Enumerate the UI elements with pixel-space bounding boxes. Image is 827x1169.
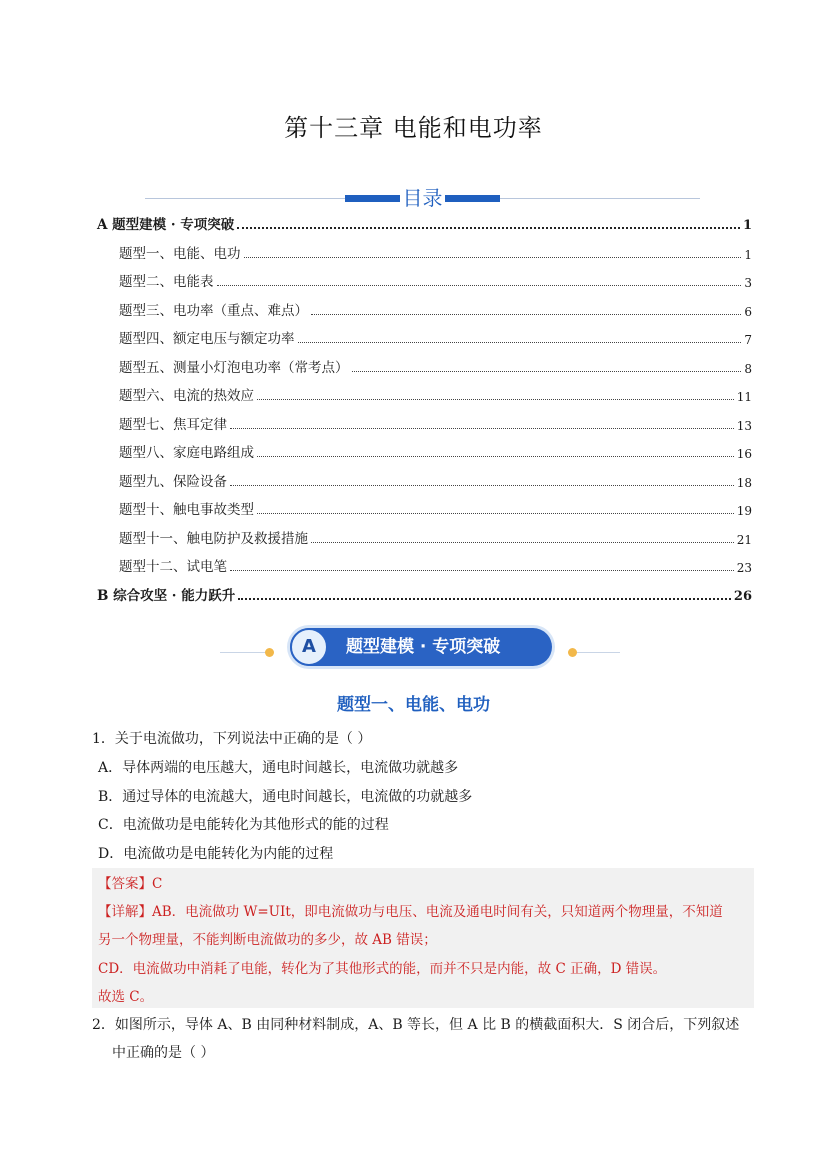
toc-entry-label: 题型十、触电事故类型 [119,502,254,518]
toc-entry-label: A 题型建模 · 专项突破 [97,217,235,233]
toc-entry[interactable] [119,498,752,518]
toc-entry-page: 19 [736,504,752,518]
toc-label: 目录 [402,186,443,210]
answer-box [92,868,754,1008]
explanation-line-2: 另一个物理量，不能判断电流做功的多少，故 AB 错误； [98,932,437,948]
toc-entry-label: 题型四、额定电压与额定功率 [119,331,295,347]
toc-entry-page: 1 [744,247,752,262]
document-title: 第十三章 电能和电功率 [284,114,543,142]
toc-entry-label: 题型五、测量小灯泡电功率（常考点） [119,359,349,376]
toc-entry[interactable] [119,555,752,575]
question-1-option-b: B．通过导体的电流越大，通电时间越长，电流做的功就越多 [98,789,473,805]
toc-entry[interactable] [97,213,752,233]
question-1-option-c: C．电流做功是电能转化为其他形式的能的过程 [98,817,389,833]
toc-entry-page: 26 [733,588,752,604]
toc-entry-label: 题型九、保险设备 [119,473,227,490]
banner-text: 题型建模 · 专项突破 [346,637,501,657]
banner-pill [290,628,552,666]
toc-entry-page: 7 [744,333,752,347]
toc-entry[interactable] [119,299,752,319]
explanation-line-4: 故选 C。 [98,989,154,1005]
question-2-line-2: 中正确的是（ ） [112,1045,215,1061]
toc-entry-label: 题型一、电能、电功 [119,245,241,262]
question-1-option-a: A．导体两端的电压越大，通电时间越长，电流做功就越多 [98,760,459,776]
toc-entry-page: 8 [744,361,752,376]
toc-entry-label: 题型二、电能表 [119,274,214,290]
toc-entry-label: 题型十二、试电笔 [119,559,227,575]
toc-entry[interactable] [119,413,752,433]
toc-entry-page: 21 [736,532,752,547]
toc-leader-dots [257,512,734,514]
toc-entry[interactable] [119,327,752,347]
toc-entry-page: 6 [744,304,752,319]
banner-dot-left [265,648,274,657]
toc-leader-dots [237,226,740,229]
toc-header [145,182,700,212]
toc-entry-page: 23 [736,561,752,575]
toc-leader-dots [311,541,734,543]
toc-entry[interactable] [97,584,752,604]
toc-entry-label: 题型三、电功率（重点、难点） [119,302,308,319]
banner-letter: A [290,628,328,666]
toc-entry-page: 16 [736,447,752,461]
explanation-line-1: 【详解】AB．电流做功 W=UIt，即电流做功与电压、电流及通电时间有关，只知道两个物理量，不知道 [98,904,723,920]
toc-leader-dots [311,313,741,315]
section-banner [220,626,620,670]
toc-entry[interactable] [119,356,752,376]
toc-entry[interactable] [119,470,752,490]
toc-entry-page: 1 [742,218,752,233]
toc-leader-dots [217,284,742,286]
banner-line-left [220,652,265,653]
question-1-stem: 1．关于电流做功，下列说法中正确的是（ ） [92,731,372,747]
toc-entry-page: 18 [736,475,752,490]
toc-entry[interactable] [119,384,752,404]
question-2-line-1: 2．如图所示，导体 A、B 由同种材料制成，A、B 等长，但 A 比 B 的横截面积大．S 闭合后，下列叙述 [92,1017,740,1033]
explanation-line-3: CD．电流做功中消耗了电能，转化为了其他形式的能，而并不只是内能，故 C 正确，D 错误。 [98,961,667,977]
toc-entry-label: B 综合攻坚 · 能力跃升 [97,587,236,604]
answer-label: 【答案】C [98,876,163,892]
toc-entry[interactable] [119,242,752,262]
toc-leader-dots [352,370,742,372]
toc-entry[interactable] [119,270,752,290]
toc-entry-page: 3 [744,276,752,290]
toc-entry-page: 11 [736,390,752,404]
toc-entry[interactable] [119,441,752,461]
toc-entry[interactable] [119,527,752,547]
banner-dot-right [568,648,577,657]
toc-leader-dots [257,398,734,400]
toc-leader-dots [244,256,742,258]
toc-leader-dots [230,427,734,429]
toc-leader-dots [238,597,731,600]
toc-entry-page: 13 [736,418,752,433]
question-1-option-d: D．电流做功是电能转化为内能的过程 [98,846,334,862]
banner-line-right [577,652,620,653]
toc-leader-dots [230,569,734,571]
toc-entry-label: 题型六、电流的热效应 [119,388,254,404]
toc-entry-label: 题型七、焦耳定律 [119,416,227,433]
toc-leader-dots [230,484,734,486]
toc-leader-dots [257,455,734,457]
section-title: 题型一、电能、电功 [337,695,490,715]
toc-entry-label: 题型八、家庭电路组成 [119,445,254,461]
toc-entry-label: 题型十一、触电防护及救援措施 [119,530,308,547]
toc-leader-dots [298,341,742,343]
